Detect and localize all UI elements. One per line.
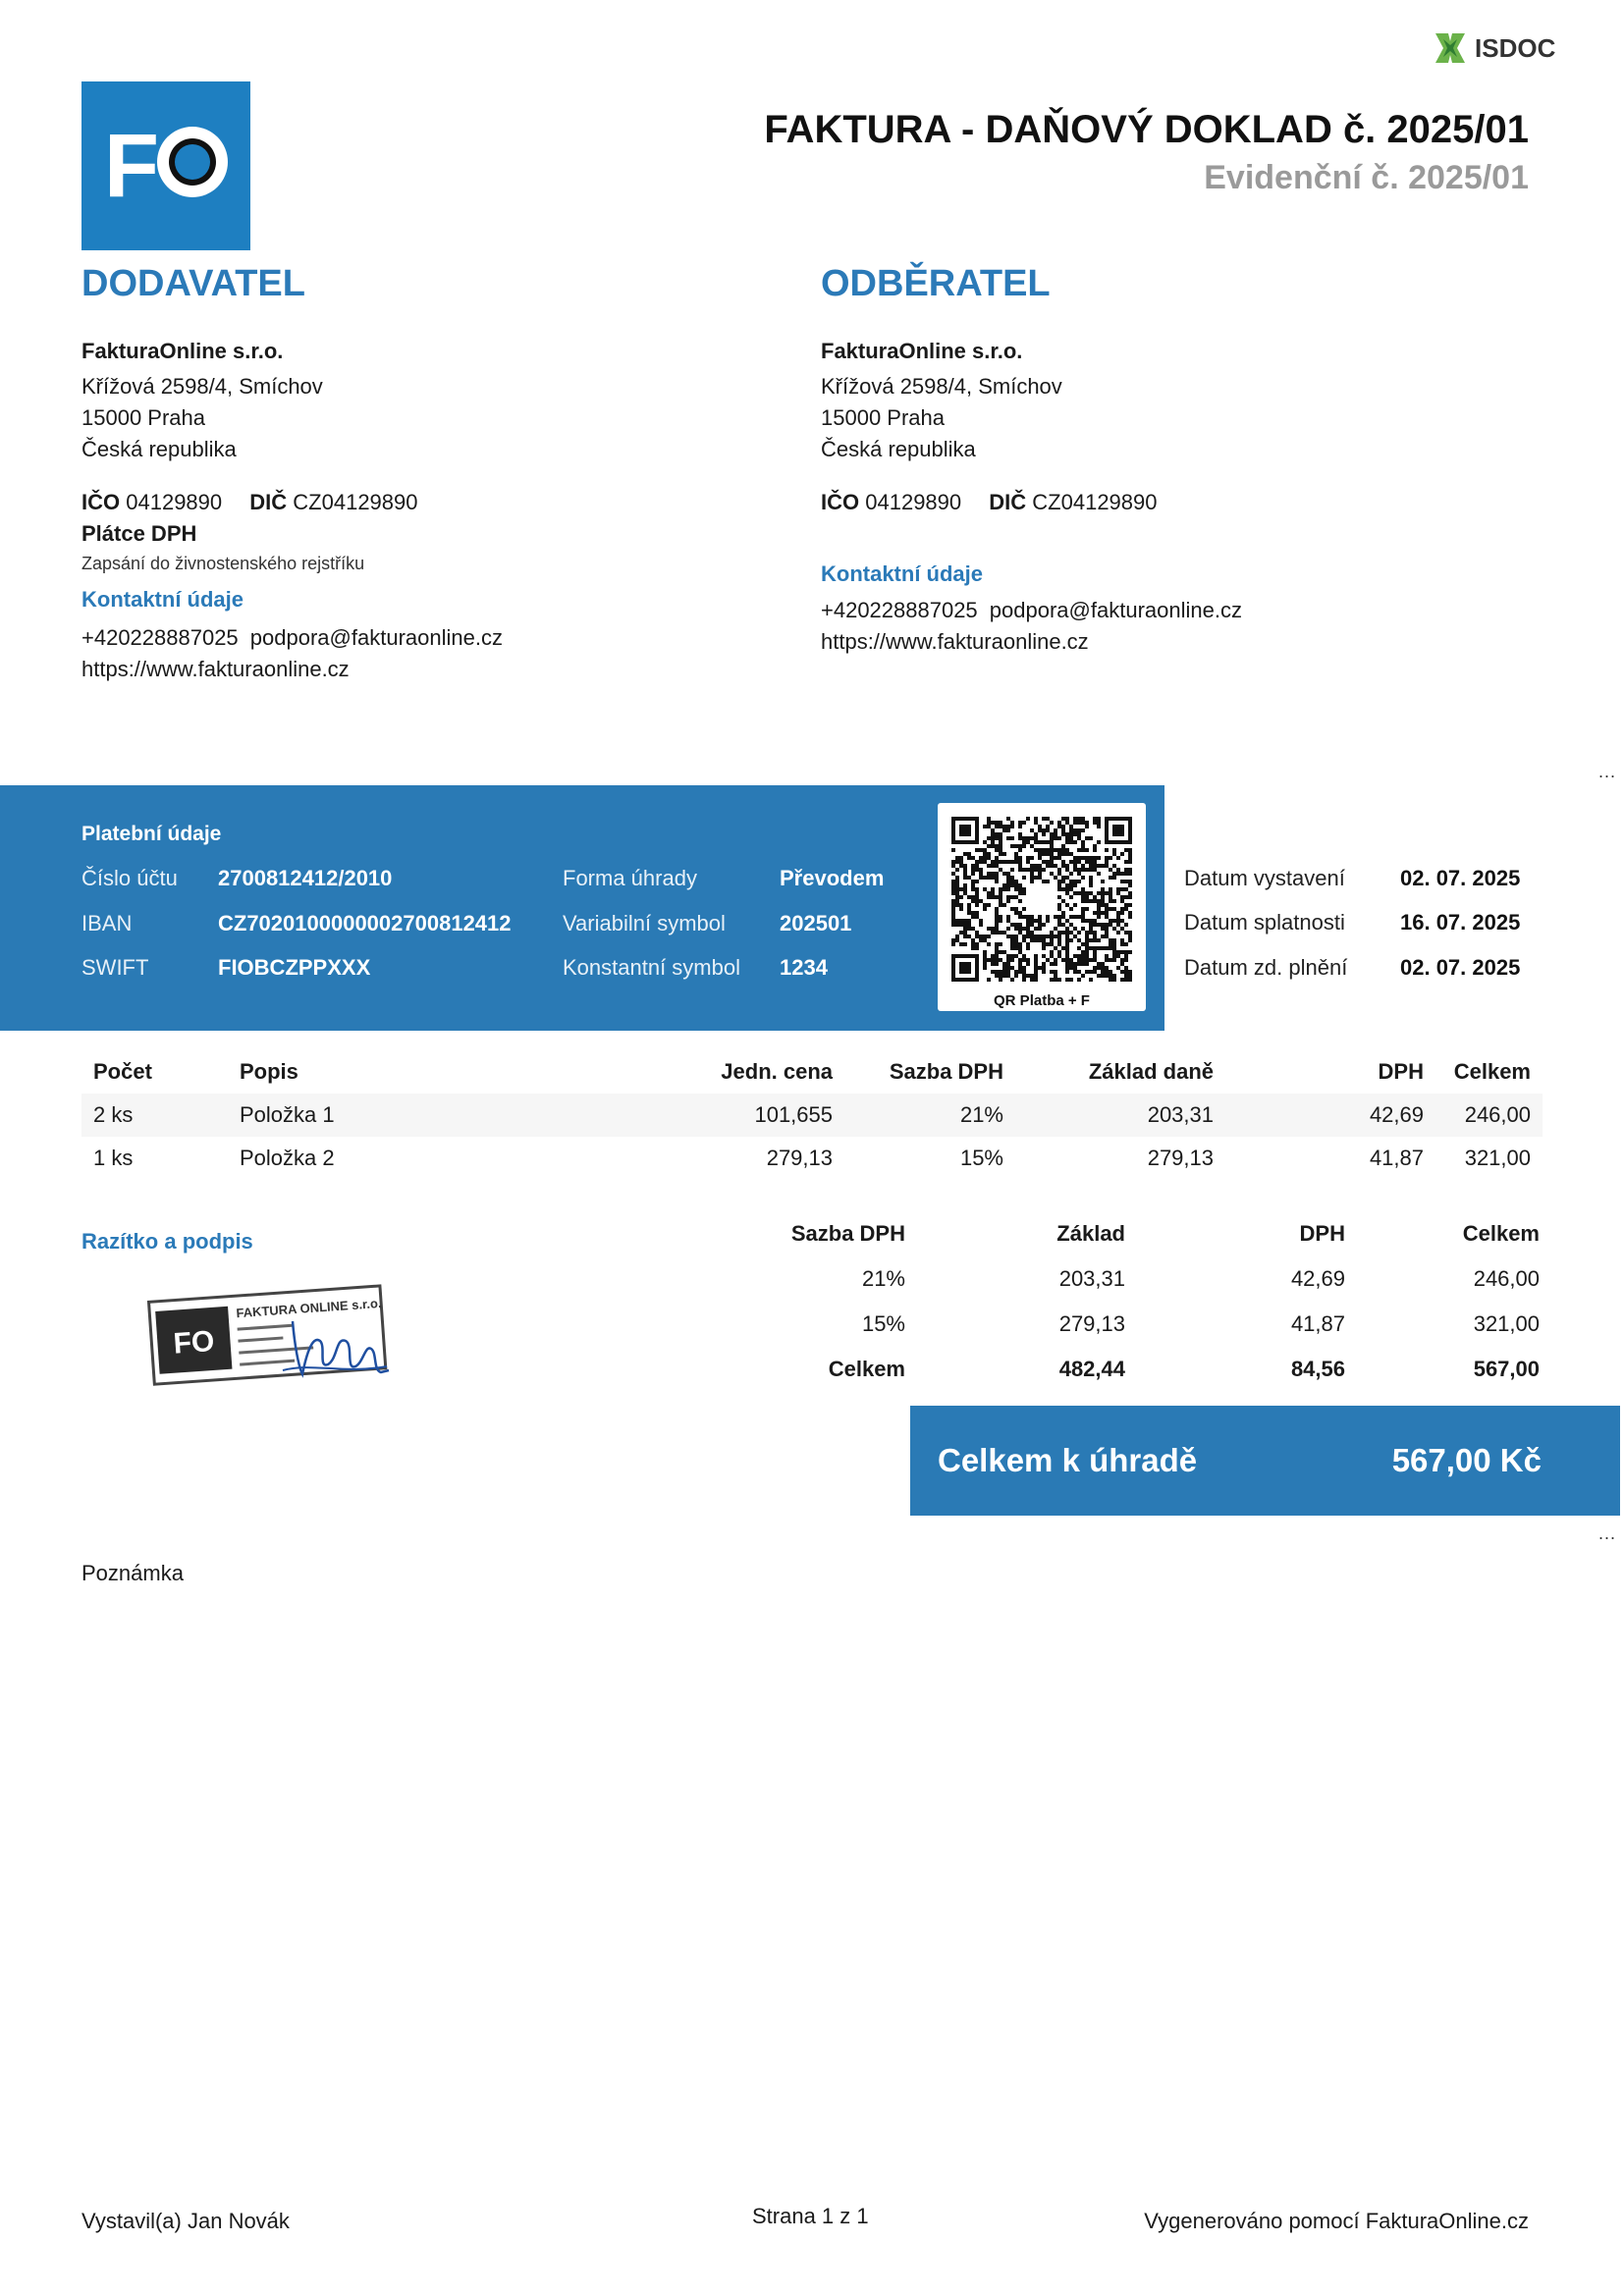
customer-ids: IČO 04129890 DIČ CZ04129890: [821, 490, 1158, 514]
method-value: Převodem: [780, 866, 885, 890]
table-row: 15% 279,13 41,87 321,00: [861, 1311, 1540, 1336]
invoice-title: FAKTURA - DAŇOVÝ DOKLAD č. 2025/01: [764, 108, 1529, 151]
footer-issued-by: Vystavil(a) Jan Novák: [81, 2209, 290, 2233]
supplier-ico: 04129890: [126, 490, 223, 514]
supplier-web[interactable]: https://www.fakturaonline.cz: [81, 657, 350, 681]
customer-contact: [821, 595, 1242, 626]
payment-heading: Platební údaje: [81, 823, 222, 845]
issued-date-label: Datum vystavení: [1184, 866, 1345, 890]
taxable-date-label: Datum zd. plnění: [1184, 955, 1348, 980]
qr-caption: QR Platba + F: [994, 992, 1090, 1009]
col-vat: DPH: [1378, 1059, 1424, 1084]
customer-phone: +420228887025: [821, 598, 978, 622]
table-row: 2 ks Položka 1 101,655 21% 203,31 42,69 246,00: [81, 1094, 1543, 1137]
logo-letter: F: [103, 115, 156, 216]
customer-block: [821, 336, 1242, 658]
supplier-vat-payer: Plátce DPH: [81, 521, 197, 546]
customer-dic: CZ04129890: [1032, 490, 1158, 514]
col-total: Celkem: [1453, 1059, 1531, 1084]
tax-header-row: Sazba DPH Základ DPH Celkem: [790, 1221, 1540, 1246]
tax-summary-table: [766, 1211, 1551, 1392]
supplier-block: [81, 336, 503, 685]
invoice-evidence-number: Evidenční č. 2025/01: [1204, 159, 1529, 196]
issued-date: 02. 07. 2025: [1400, 866, 1521, 890]
customer-contact-heading: Kontaktní údaje: [821, 561, 984, 586]
items-header-row: [81, 1050, 1543, 1094]
customer-email[interactable]: podpora@fakturaonline.cz: [989, 598, 1242, 622]
swift-value: FIOBCZPPXXX: [218, 955, 371, 980]
total-due-band: [910, 1406, 1620, 1516]
total-due-label: Celkem k úhradě: [938, 1442, 1198, 1478]
supplier-country: Česká republika: [81, 437, 237, 461]
company-logo: [81, 81, 250, 250]
supplier-phone: +420228887025: [81, 625, 239, 650]
supplier-name: FakturaOnline s.r.o.: [81, 339, 284, 363]
supplier-dic: CZ04129890: [293, 490, 418, 514]
qr-code-icon: [951, 817, 1132, 982]
isdoc-label: ISDOC: [1475, 32, 1556, 63]
account-value: 2700812412/2010: [218, 866, 393, 890]
customer-country: Česká republika: [821, 437, 976, 461]
col-vat-rate: Sazba DPH: [889, 1059, 1003, 1084]
supplier-city: 15000 Praha: [81, 405, 205, 430]
stamp-logo: FO: [172, 1324, 216, 1361]
due-date-label: Datum splatnosti: [1184, 910, 1345, 934]
vs-label: Variabilní symbol: [563, 911, 726, 935]
col-description: Popis: [240, 1059, 298, 1084]
supplier-heading: DODAVATEL: [81, 263, 305, 304]
customer-city: 15000 Praha: [821, 405, 945, 430]
supplier-email[interactable]: podpora@fakturaonline.cz: [249, 625, 503, 650]
ks-label: Konstantní symbol: [563, 955, 740, 980]
customer-heading: ODBĚRATEL: [821, 263, 1051, 304]
footer-generated-by: Vygenerováno pomocí FakturaOnline.cz: [1144, 2209, 1529, 2233]
customer-street: Křížová 2598/4, Smíchov: [821, 374, 1062, 399]
logo-o-mark: [157, 127, 228, 197]
section-dots-1: ...: [1598, 762, 1617, 781]
table-row: 1 ks Položka 2 279,13 15% 279,13 41,87 321,00: [93, 1146, 1531, 1170]
note-label: Poznámka: [81, 1561, 184, 1585]
supplier-ids: IČO 04129890 DIČ CZ04129890: [81, 490, 418, 514]
supplier-contact: [81, 622, 503, 654]
customer-name: FakturaOnline s.r.o.: [821, 339, 1023, 363]
swift-label: SWIFT: [81, 955, 149, 980]
customer-web[interactable]: https://www.fakturaonline.cz: [821, 629, 1089, 654]
footer-page-number: Strana 1 z 1: [752, 2204, 869, 2228]
taxable-date: 02. 07. 2025: [1400, 955, 1521, 980]
col-tax-base: Základ daně: [1088, 1059, 1214, 1084]
customer-ico: 04129890: [865, 490, 962, 514]
col-count: Počet: [93, 1059, 152, 1084]
stamp-heading: Razítko a podpis: [81, 1229, 253, 1254]
col-unit-price: Jedn. cena: [721, 1059, 833, 1084]
iban-value: CZ7020100000002700812412: [218, 911, 512, 935]
items-table: [81, 1050, 1543, 1180]
section-dots-2: ...: [1598, 1523, 1617, 1543]
isdoc-icon: [1434, 31, 1467, 65]
table-row: 21% 203,31 42,69 246,00: [861, 1266, 1540, 1291]
vs-value: 202501: [780, 911, 852, 935]
iban-label: IBAN: [81, 911, 133, 935]
stamp-signature-icon: [145, 1276, 391, 1390]
supplier-street: Křížová 2598/4, Smíchov: [81, 374, 323, 399]
ks-value: 1234: [780, 955, 828, 980]
total-due-amount: 567,00 Kč: [1391, 1442, 1542, 1478]
supplier-contact-heading: Kontaktní údaje: [81, 587, 244, 612]
method-label: Forma úhrady: [563, 866, 697, 890]
tax-total-row: Celkem 482,44 84,56 567,00: [828, 1357, 1540, 1381]
stamp-company: FAKTURA ONLINE s.r.o.: [235, 1295, 382, 1321]
account-label: Číslo účtu: [81, 866, 178, 890]
qr-payment-code: [938, 803, 1146, 1011]
supplier-registry: Zapsání do živnostenského rejstříku: [81, 554, 365, 573]
isdoc-badge: [1434, 31, 1555, 65]
due-date: 16. 07. 2025: [1400, 910, 1521, 934]
